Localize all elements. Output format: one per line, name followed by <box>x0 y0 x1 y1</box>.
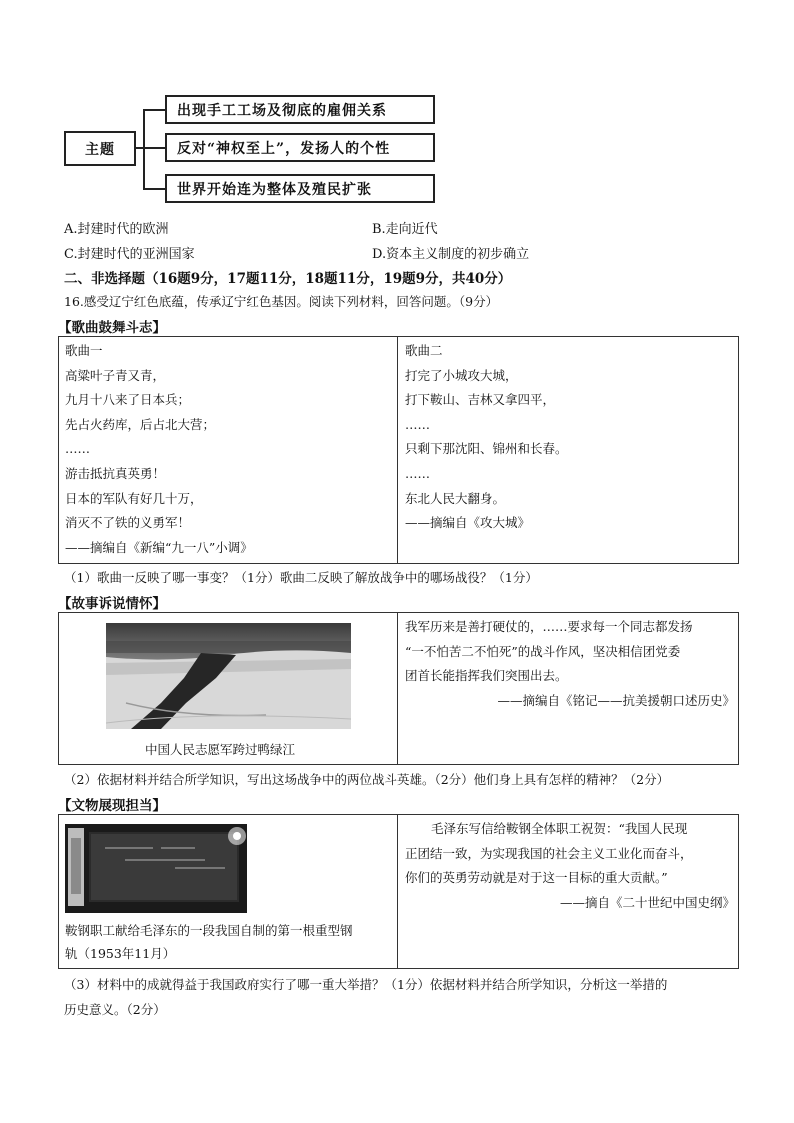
artifact-source: ——摘自《二十世纪中国史纲》 <box>559 894 735 910</box>
table-divider <box>397 815 398 968</box>
part2-title: 【故事诉说情怀】 <box>58 596 166 612</box>
song-two-line: 打下鞍山、吉林又拿四平， <box>405 392 556 408</box>
song-one-line: 日本的军队有好几十万， <box>65 490 203 506</box>
rail-caption <box>65 919 391 965</box>
rail-caption-line: 轨（1953年11月） <box>65 946 176 961</box>
song-one-line: 高粱叶子青又青， <box>65 367 166 383</box>
option-d: D.资本主义制度的初步确立 <box>372 247 530 262</box>
question-16-intro: 16.感受辽宁红色底蕴，传承辽宁红色基因。阅读下列材料，回答问题。（9分） <box>64 294 499 309</box>
artifact-table <box>58 814 739 969</box>
diagram-branch-box: 反对“神权至上”，发扬人的个性 <box>165 133 435 162</box>
song-one-line: 九月十八来了日本兵； <box>65 392 191 408</box>
song-two-line: …… <box>405 465 430 481</box>
artifact-text-line: 你们的英勇劳动就是对于这一目标的重大贡献。” <box>405 870 668 886</box>
section-heading: 二、非选择题（16题9分，17题11分，18题11分，19题9分，共40分） <box>64 271 512 287</box>
song-table <box>58 336 739 564</box>
song-one-source: ——摘编自《新编“九一八”小调》 <box>65 539 253 555</box>
diagram-connector <box>143 147 165 149</box>
yalu-river-photo <box>106 623 351 729</box>
question-1: （1）歌曲一反映了哪一事变？（1分）歌曲二反映了解放战争中的哪场战役？（1分） <box>64 570 538 585</box>
artifact-text-line: 毛泽东写信给鞍钢全体职工祝贺：“我国人民现 <box>431 821 688 836</box>
song-two-line: 只剩下那沈阳、锦州和长春。 <box>405 441 568 457</box>
song-two-line: …… <box>405 416 430 432</box>
story-table <box>58 612 739 765</box>
part1-title: 【歌曲鼓舞斗志】 <box>58 320 166 336</box>
song-one-line: 游击抵抗真英勇！ <box>65 465 166 481</box>
story-text <box>405 615 735 713</box>
song-one-line: …… <box>65 441 90 457</box>
story-text-line: 团首长能指挥我们突围出去。 <box>405 668 568 684</box>
story-source: ——摘编自《铭记——抗美援朝口述历史》 <box>497 692 735 708</box>
part3-title: 【文物展现担当】 <box>58 798 166 814</box>
rail-caption-line: 鞍钢职工献给毛泽东的一段我国自制的第一根重型钢 <box>65 923 353 938</box>
story-text-line: 我军历来是善打硬仗的，……要求每一个同志都发扬 <box>405 619 693 634</box>
diagram-branch-box: 出现手工工场及彻底的雇佣关系 <box>165 95 435 124</box>
song-one-line: 先占火药库，后占北大营； <box>65 416 216 432</box>
song-one <box>65 339 391 560</box>
question-3-line2: 历史意义。（2分） <box>64 1002 166 1017</box>
artifact-text <box>405 817 735 915</box>
option-c: C.封建时代的亚洲国家 <box>64 247 195 262</box>
option-a: A.封建时代的欧洲 <box>64 222 169 237</box>
song-two-line: 东北人民大翻身。 <box>405 490 506 506</box>
table-divider <box>397 613 398 764</box>
song-one-line: 歌曲一 <box>65 343 103 358</box>
story-text-line: “一不怕苦二不怕死”的战斗作风，坚决相信团党委 <box>405 643 681 659</box>
table-divider <box>397 337 398 563</box>
diagram-root-box: 主题 <box>64 131 136 166</box>
diagram-connector <box>143 109 165 111</box>
song-two-line: 打完了小城攻大城， <box>405 367 518 383</box>
song-one-line: 消灭不了铁的义勇军！ <box>65 515 191 531</box>
song-two-source: ——摘编自《攻大城》 <box>405 515 531 531</box>
option-b: B.走向近代 <box>372 222 438 237</box>
song-two <box>405 339 735 536</box>
diagram-connector <box>143 109 145 189</box>
question-2: （2）依据材料并结合所学知识，写出这场战争中的两位战斗英雄。（2分）他们身上具有怎样的精神？（2分） <box>64 772 670 787</box>
diagram-connector <box>143 188 165 190</box>
photo-caption: 中国人民志愿军跨过鸭绿江 <box>145 742 296 757</box>
diagram-branch-box: 世界开始连为整体及殖民扩张 <box>165 174 435 203</box>
artifact-text-line: 正团结一致，为实现我国的社会主义工业化而奋斗， <box>405 845 693 861</box>
song-two-line: 歌曲二 <box>405 343 443 358</box>
question-3-line1: （3）材料中的成就得益于我国政府实行了哪一重大举措？（1分）依据材料并结合所学知识，分析这一举措的 <box>64 977 668 992</box>
steel-rail-photo <box>65 824 247 913</box>
